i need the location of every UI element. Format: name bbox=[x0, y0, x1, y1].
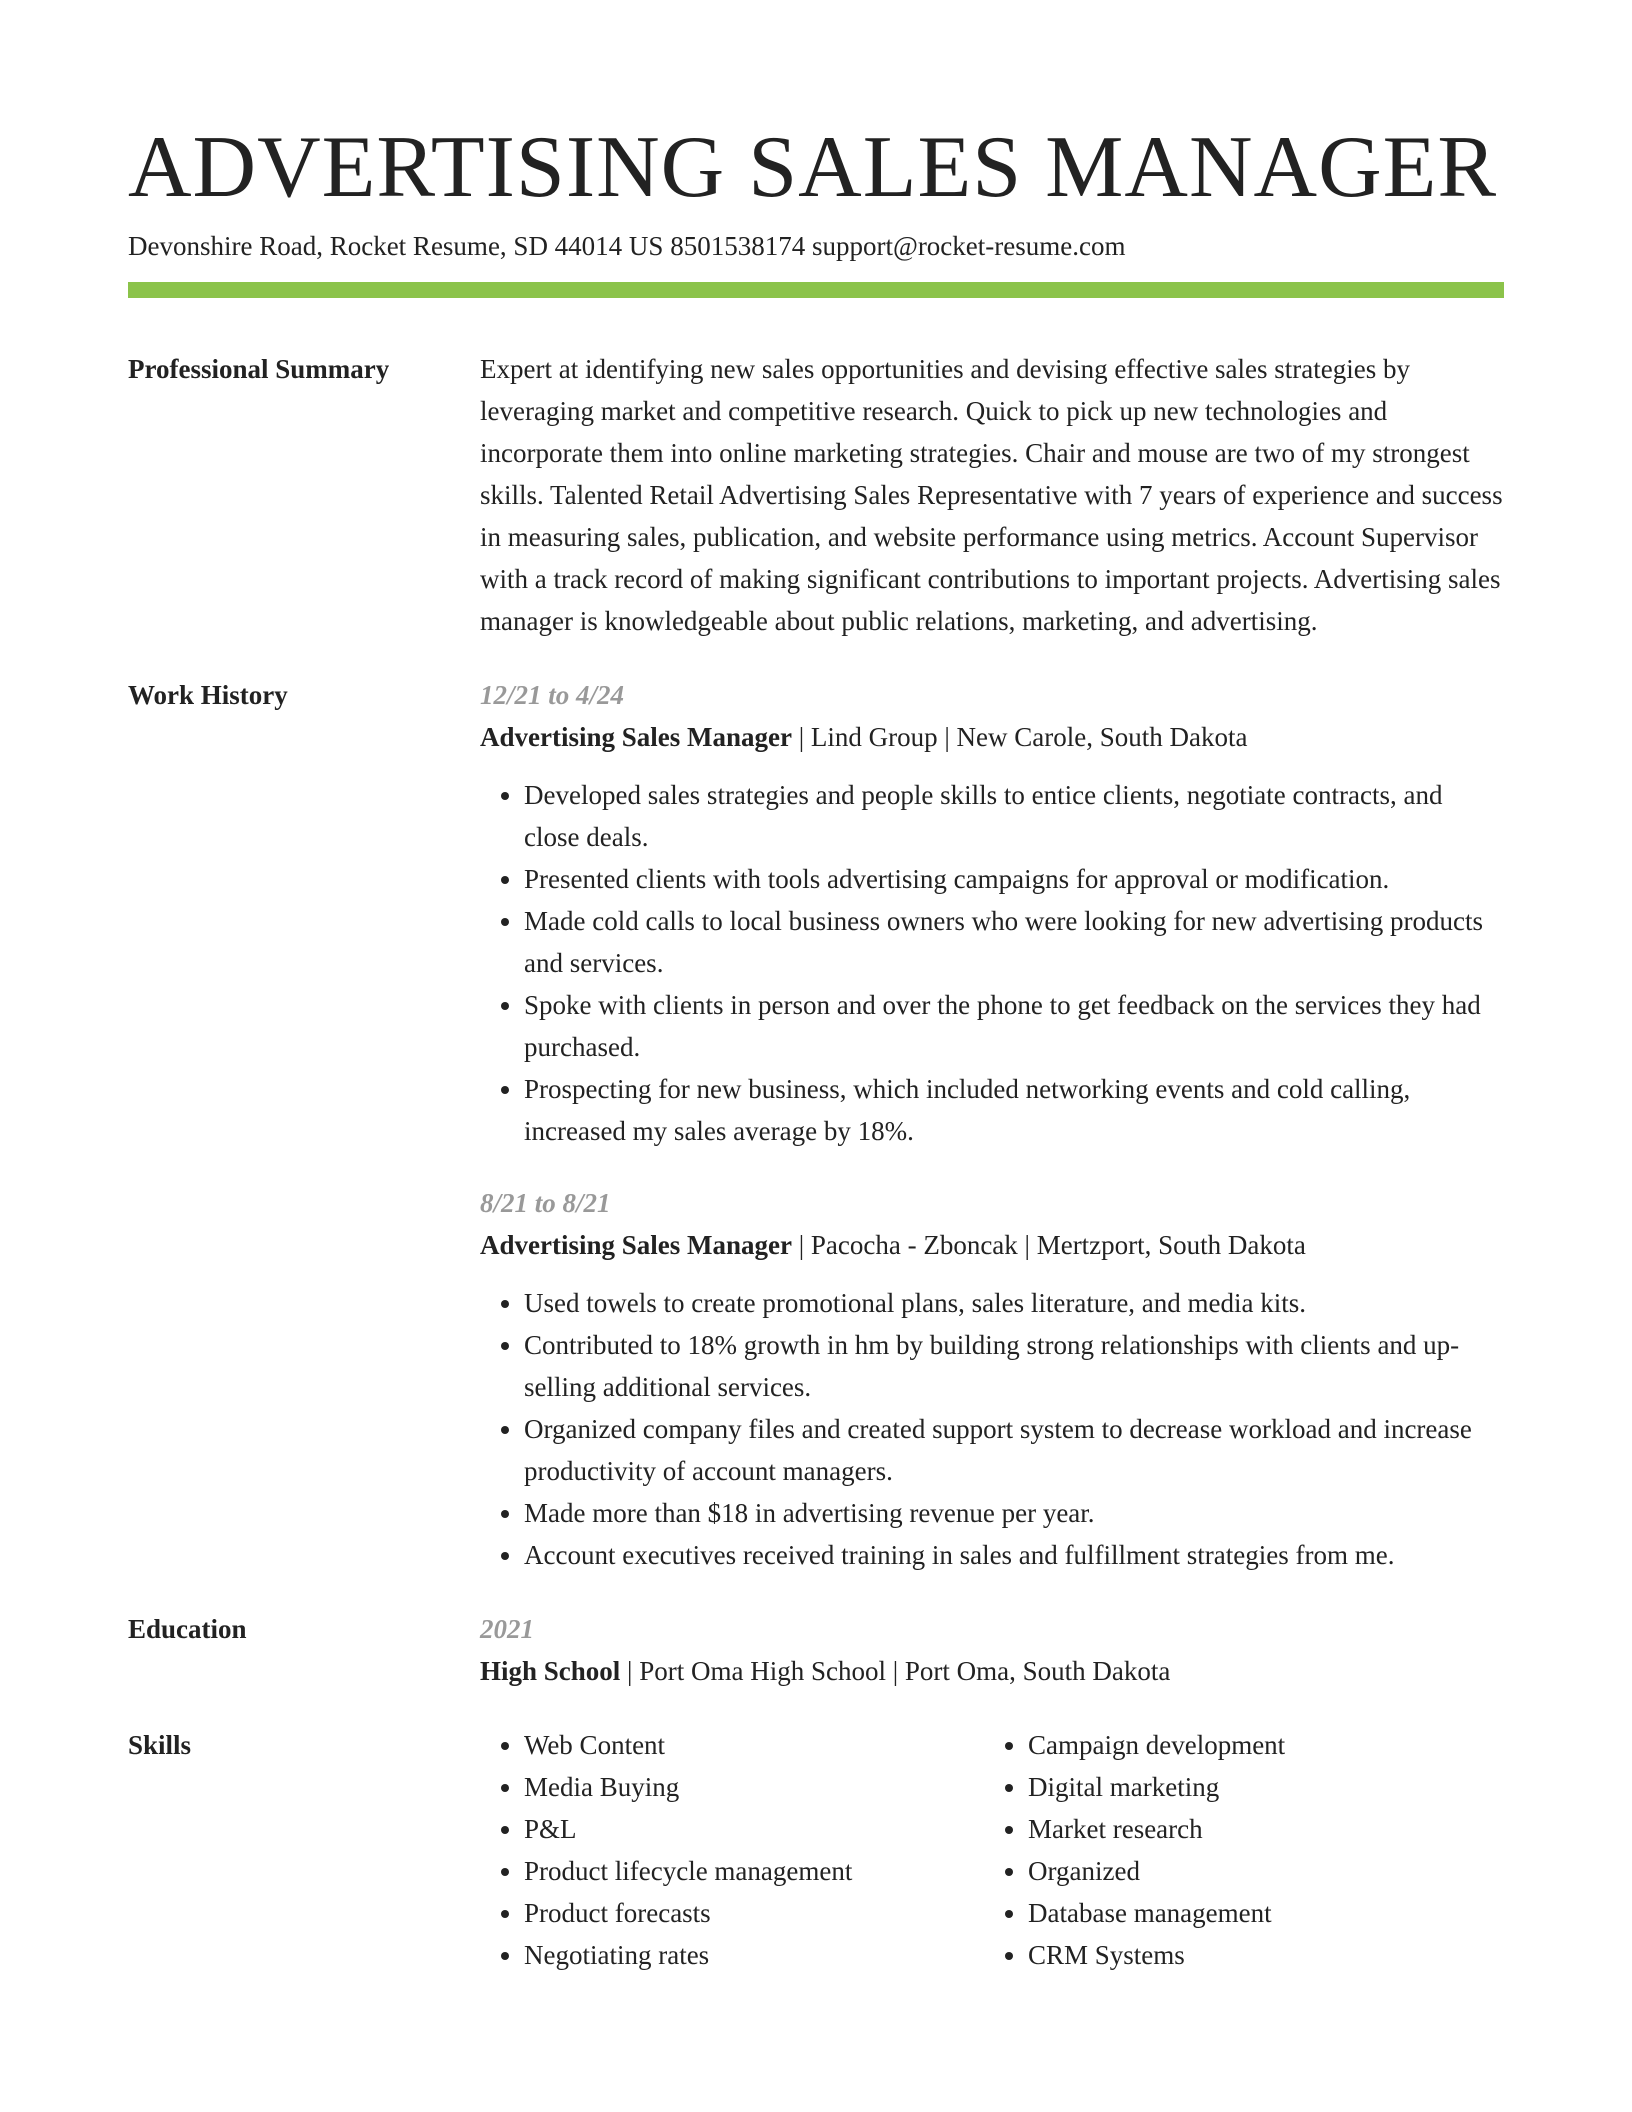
summary-text: Expert at identifying new sales opportunities and devising effective sales strategies by leveraging market and competitive research. Quick to pick up new technologies and incorporate them into online marketing strategies. Chair and mouse are two of my strongest skills. Talented Retail Advertising Sales Representative with 7 years of experience and success in measuring sales, publication, and website performance using metrics. Account Supervisor with a track record of making significant contributions to important projects. Advertising sales manager is knowledgeable about public relations, marketing, and advertising. bbox=[480, 354, 1503, 636]
resume-page bbox=[128, 118, 1504, 1976]
job-heading bbox=[480, 716, 1504, 758]
skill-item: • CRM Systems bbox=[1028, 1934, 1285, 1976]
job-entry bbox=[480, 1182, 1504, 1576]
skills-list-left bbox=[480, 1724, 984, 1976]
resume-title: ADVERTISING SALES MANAGER bbox=[128, 119, 1498, 216]
education-year: 2021 bbox=[480, 1614, 534, 1644]
section-skills bbox=[128, 1724, 1504, 1976]
job-dates: 8/21 to 8/21 bbox=[480, 1188, 611, 1218]
job-dates: 12/21 to 4/24 bbox=[480, 680, 625, 710]
contact-phone: 8501538174 bbox=[670, 231, 806, 261]
job-title: Advertising Sales Manager bbox=[480, 722, 792, 752]
skill-item: • P&L bbox=[524, 1808, 984, 1850]
section-label: Work History bbox=[128, 680, 288, 710]
job-entry bbox=[480, 674, 1504, 1152]
section-education bbox=[128, 1608, 1504, 1692]
job-details: | Lind Group | New Carole, South Dakota bbox=[791, 722, 1248, 752]
education-details: | Port Oma High School | Port Oma, South Dakota bbox=[620, 1656, 1171, 1686]
skill-item: • Product forecasts bbox=[524, 1892, 984, 1934]
work-history-list bbox=[480, 674, 1504, 1576]
skill-item: • Web Content bbox=[524, 1724, 984, 1766]
skills-list-right bbox=[984, 1724, 1285, 1976]
education-heading bbox=[480, 1650, 1504, 1692]
section-label: Skills bbox=[128, 1730, 192, 1760]
header-divider bbox=[128, 282, 1504, 298]
education-degree: High School bbox=[480, 1656, 621, 1686]
list-item: • Made more than $18 in advertising revenue per year. bbox=[524, 1492, 1504, 1534]
list-item: • Account executives received training in sales and fulfillment strategies from me. bbox=[524, 1534, 1504, 1576]
skill-item: • Product lifecycle management bbox=[524, 1850, 984, 1892]
list-item: • Contributed to 18% growth in hm by building strong relationships with clients and up-selling additional services. bbox=[524, 1324, 1504, 1408]
job-title: Advertising Sales Manager bbox=[480, 1230, 792, 1260]
skill-item: • Campaign development bbox=[1028, 1724, 1285, 1766]
skill-item: • Organized bbox=[1028, 1850, 1285, 1892]
section-label: Professional Summary bbox=[128, 354, 390, 384]
job-bullets bbox=[480, 1282, 1504, 1576]
list-item: • Spoke with clients in person and over the phone to get feedback on the services they had purchased. bbox=[524, 984, 1504, 1068]
skill-item: • Digital marketing bbox=[1028, 1766, 1285, 1808]
section-label: Education bbox=[128, 1614, 247, 1644]
skills-columns bbox=[480, 1724, 1504, 1976]
list-item: • Prospecting for new business, which included networking events and cold calling, increased my sales average by 18%. bbox=[524, 1068, 1504, 1152]
job-bullets bbox=[480, 774, 1504, 1152]
skill-item: • Market research bbox=[1028, 1808, 1285, 1850]
list-item: • Made cold calls to local business owners who were looking for new advertising products and services. bbox=[524, 900, 1504, 984]
section-professional-summary bbox=[128, 348, 1504, 642]
skill-item: • Negotiating rates bbox=[524, 1934, 984, 1976]
list-item: • Presented clients with tools advertising campaigns for approval or modification. bbox=[524, 858, 1504, 900]
skill-item: • Database management bbox=[1028, 1892, 1285, 1934]
list-item: • Used towels to create promotional plans, sales literature, and media kits. bbox=[524, 1282, 1504, 1324]
education-entry bbox=[480, 1608, 1504, 1692]
list-item: • Developed sales strategies and people skills to entice clients, negotiate contracts, and close deals. bbox=[524, 774, 1504, 858]
job-heading bbox=[480, 1224, 1504, 1266]
contact-line bbox=[128, 228, 1504, 264]
job-details: | Pacocha - Zboncak | Mertzport, South Dakota bbox=[791, 1230, 1306, 1260]
skill-item: • Media Buying bbox=[524, 1766, 984, 1808]
contact-email: support@rocket-resume.com bbox=[811, 231, 1126, 261]
list-item: • Organized company files and created support system to decrease workload and increase productivity of account managers. bbox=[524, 1408, 1504, 1492]
contact-address: Devonshire Road, Rocket Resume, SD 44014 US bbox=[128, 231, 664, 261]
section-work-history bbox=[128, 674, 1504, 1576]
